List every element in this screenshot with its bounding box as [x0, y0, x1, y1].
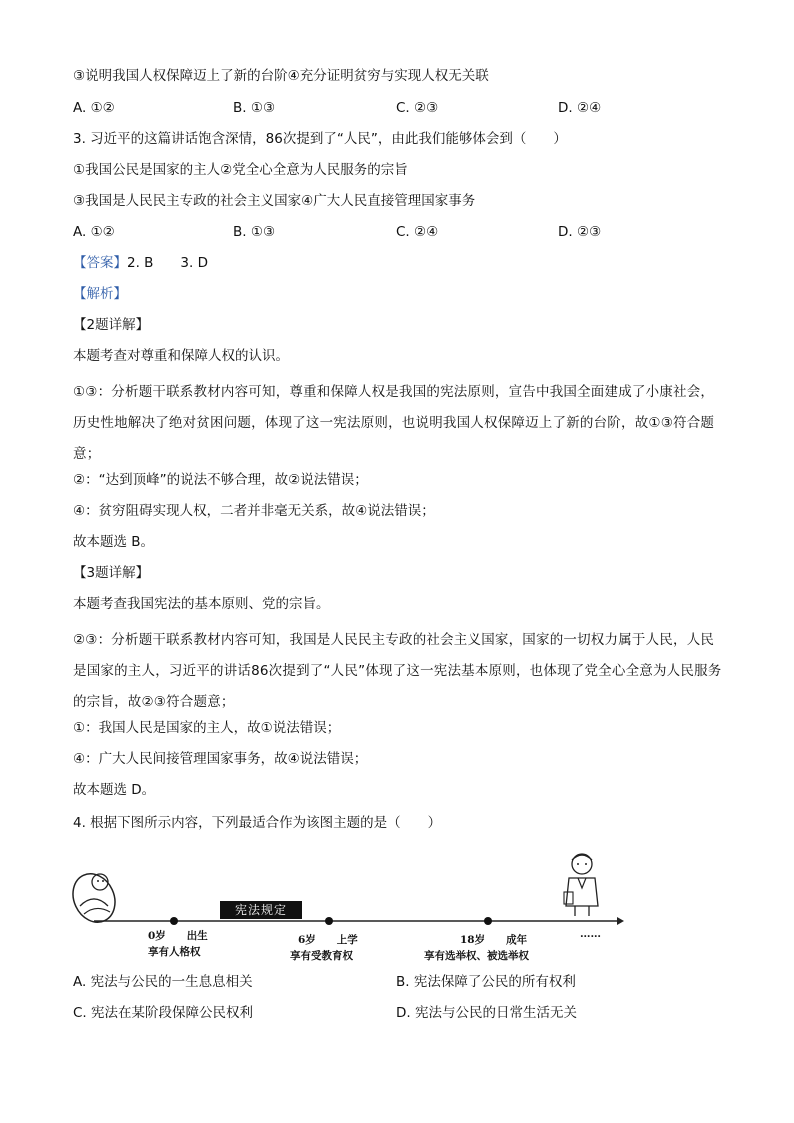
answer-label: 【答案】 — [73, 255, 127, 271]
timeline-label-18-age: 18岁 成年 — [460, 934, 528, 946]
q3-statements-1-2: ①我国公民是国家的主人②党全心全意为人民服务的宗旨 — [73, 162, 408, 178]
q4-option-d[interactable]: D. 宪法与公民的日常生活无关 — [396, 1005, 577, 1021]
q2-option-b[interactable]: B. ①③ — [233, 100, 276, 116]
q2-detail-paragraph-2: ②：“达到顶峰”的说法不够合理，故②说法错误； — [73, 472, 368, 488]
q3-stem: 3. 习近平的这篇讲话饱含深情，86次提到了“人民”，由此我们能够体会到（ ） — [73, 131, 567, 147]
q3-detail-intro: 本题考查我国宪法的基本原则、党的宗旨。 — [73, 596, 330, 612]
timeline-label-0-right: 享有人格权 — [148, 946, 201, 958]
q4-option-a[interactable]: A. 宪法与公民的一生息息相关 — [73, 974, 253, 990]
answer-text: 2. B 3. D — [127, 255, 208, 271]
q2-detail-intro: 本题考查对尊重和保障人权的认识。 — [73, 348, 289, 364]
timeline-point-0 — [170, 917, 178, 925]
timeline-label-18-right: 享有选举权、被选举权 — [424, 950, 529, 962]
q3-detail-heading: 【3题详解】 — [73, 565, 150, 581]
q4-option-b[interactable]: B. 宪法保障了公民的所有权利 — [396, 974, 576, 990]
q3-option-c[interactable]: C. ②④ — [396, 224, 439, 240]
q2-detail-paragraph-1: ①③：分析题干联系教材内容可知，尊重和保障人权是我国的宪法原则，宣告中我国全面建成了小康社会，历史性地解决了绝对贫困问题，体现了这一宪法原则，也说明我国人权保障迈上了新的台阶，故①③符合题意； — [73, 384, 715, 462]
timeline-arrow — [617, 917, 624, 925]
analysis-label: 【解析】 — [73, 286, 127, 302]
q3-option-b[interactable]: B. ①③ — [233, 224, 276, 240]
q2-detail-paragraph-3: ④：贫穷阻碍实现人权，二者并非毫无关系，故④说法错误； — [73, 503, 435, 519]
q3-detail-paragraph-3: ④：广大人民间接管理国家事务，故④说法错误； — [73, 751, 368, 767]
q2-detail-heading: 【2题详解】 — [73, 317, 150, 333]
timeline-point-18 — [484, 917, 492, 925]
q4-option-c[interactable]: C. 宪法在某阶段保障公民权利 — [73, 1005, 254, 1021]
constitution-banner: 宪法规定 — [220, 901, 302, 919]
q2-detail-conclusion: 故本题选 B。 — [73, 534, 155, 550]
q3-detail-paragraph-1: ②③：分析题干联系教材内容可知，我国是人民民主专政的社会主义国家，国家的一切权力属于人民，人民是国家的主人，习近平的讲话86次提到了“人民”体现了这一宪法基本原则，也体现了党全心全意为人民服务的宗旨，故②③符合题意； — [73, 632, 722, 710]
q3-statements-3-4: ③我国是人民民主专政的社会主义国家④广大人民直接管理国家事务 — [73, 193, 476, 209]
q2-statements-3-4: ③说明我国人权保障迈上了新的台阶④充分证明贫穷与实现人权无关联 — [73, 68, 489, 84]
q2-option-d[interactable]: D. ②④ — [558, 100, 602, 116]
timeline-label-6-right: 享有受教育权 — [290, 950, 353, 962]
q2-option-c[interactable]: C. ②③ — [396, 100, 439, 116]
q2-option-a[interactable]: A. ①② — [73, 100, 115, 116]
q4-stem: 4. 根据下图所示内容，下列最适合作为该图主题的是（ ） — [73, 815, 442, 831]
baby-icon — [72, 867, 123, 929]
timeline-ellipsis: …… — [580, 928, 601, 940]
q3-option-d[interactable]: D. ②③ — [558, 224, 602, 240]
timeline-label-6-age: 6岁 上学 — [298, 934, 358, 946]
answer-line — [73, 253, 208, 273]
adult-man-icon — [564, 854, 598, 916]
q3-detail-conclusion: 故本题选 D。 — [73, 782, 156, 798]
q3-option-a[interactable]: A. ①② — [73, 224, 115, 240]
timeline-point-6 — [325, 917, 333, 925]
timeline-label-0-age: 0岁 出生 — [148, 930, 208, 942]
q3-detail-paragraph-2: ①：我国人民是国家的主人，故①说法错误； — [73, 720, 341, 736]
q4-timeline-figure — [72, 848, 632, 968]
